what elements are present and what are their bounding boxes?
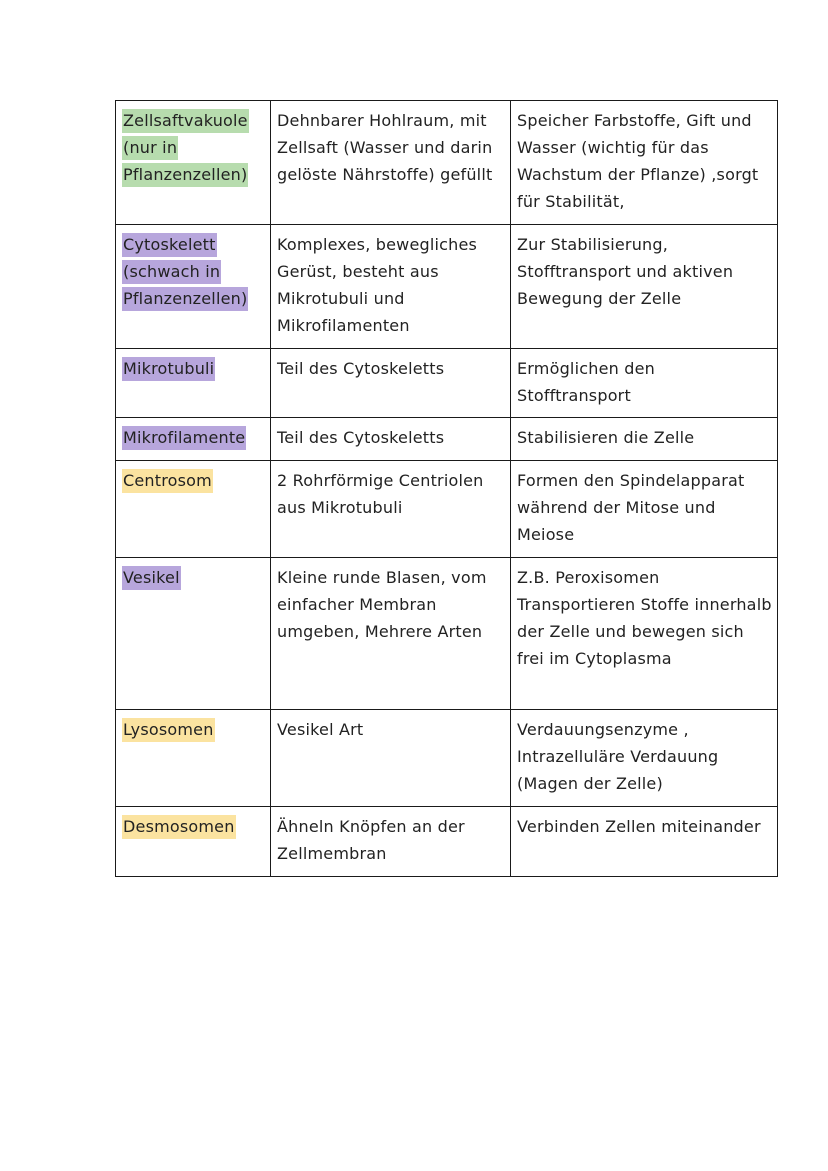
structure-cell: [271, 101, 511, 225]
structure-text: Kleine runde Blasen, vom einfacher Membran umgeben, Mehrere Arten: [277, 568, 487, 641]
function-text: Formen den Spindelapparat während der Mitose und Meiose: [517, 471, 745, 544]
table-row: [116, 101, 778, 225]
organelle-name: Cytoskelett (schwach in Pflanzenzellen): [122, 233, 248, 311]
structure-cell: [271, 461, 511, 558]
structure-text: Dehnbarer Hohlraum, mit Zellsaft (Wasser und darin gelöste Nährstoffe) gefüllt: [277, 111, 493, 184]
structure-text: Vesikel Art: [277, 720, 364, 739]
function-text: Stabilisieren die Zelle: [517, 428, 695, 447]
organelle-table: [115, 100, 778, 877]
function-text: Ermöglichen den Stofftransport: [517, 359, 655, 405]
organelle-name: Centrosom: [122, 469, 213, 493]
function-text: Speicher Farbstoffe, Gift und Wasser (wichtig für das Wachstum der Pflanze) ,sorgt für Stabilität,: [517, 111, 759, 211]
organelle-name-cell: [116, 418, 271, 461]
function-cell: [511, 461, 778, 558]
table-row: [116, 807, 778, 877]
structure-text: Ähneln Knöpfen an der Zellmembran: [277, 817, 465, 863]
organelle-name: Mikrotubuli: [122, 357, 215, 381]
function-cell: [511, 710, 778, 807]
organelle-name-cell: [116, 225, 271, 349]
function-cell: [511, 349, 778, 418]
function-cell: [511, 418, 778, 461]
structure-cell: [271, 418, 511, 461]
organelle-name-cell: [116, 101, 271, 225]
function-cell: [511, 225, 778, 349]
organelle-name: Desmosomen: [122, 815, 236, 839]
function-text: Z.B. Peroxisomen Transportieren Stoffe innerhalb der Zelle und bewegen sich frei im Cytoplasma: [517, 568, 772, 668]
structure-cell: [271, 349, 511, 418]
organelle-name-cell: [116, 710, 271, 807]
function-cell: [511, 101, 778, 225]
structure-cell: [271, 807, 511, 877]
table-row: [116, 710, 778, 807]
organelle-name: Zellsaftvakuole (nur in Pflanzenzellen): [122, 109, 249, 187]
function-text: Verbinden Zellen miteinander: [517, 817, 761, 836]
table-row: [116, 418, 778, 461]
organelle-name: Lysosomen: [122, 718, 215, 742]
organelle-name-cell: [116, 349, 271, 418]
organelle-name-cell: [116, 807, 271, 877]
table-row: [116, 225, 778, 349]
structure-text: Komplexes, bewegliches Gerüst, besteht aus Mikrotubuli und Mikrofilamenten: [277, 235, 478, 335]
function-cell: [511, 807, 778, 877]
table-row: [116, 558, 778, 710]
structure-text: Teil des Cytoskeletts: [277, 359, 445, 378]
table-row: [116, 461, 778, 558]
function-cell: [511, 558, 778, 710]
structure-cell: [271, 558, 511, 710]
organelle-name: Vesikel: [122, 566, 181, 590]
organelle-name-cell: [116, 461, 271, 558]
organelle-name: Mikrofilamente: [122, 426, 246, 450]
structure-text: 2 Rohrförmige Centriolen aus Mikrotubuli: [277, 471, 484, 517]
structure-text: Teil des Cytoskeletts: [277, 428, 445, 447]
organelle-name-cell: [116, 558, 271, 710]
function-text: Zur Stabilisierung, Stofftransport und aktiven Bewegung der Zelle: [517, 235, 734, 308]
table-row: [116, 349, 778, 418]
structure-cell: [271, 225, 511, 349]
structure-cell: [271, 710, 511, 807]
function-text: Verdauungsenzyme , Intrazelluläre Verdauung (Magen der Zelle): [517, 720, 719, 793]
